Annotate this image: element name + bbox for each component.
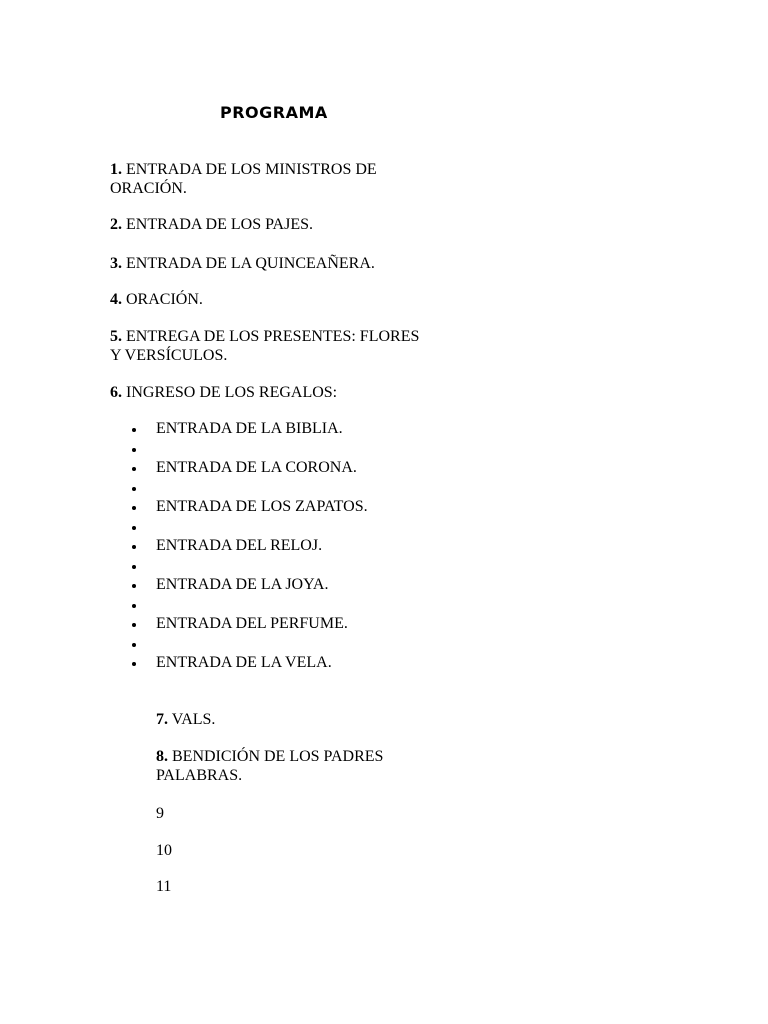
program-item-3 <box>110 254 430 273</box>
item-text: ORACIÓN. <box>122 291 203 308</box>
bullet-icon <box>132 467 136 471</box>
item-number: 4. <box>110 291 122 308</box>
item-number: 2. <box>110 216 122 233</box>
item-text: INGRESO DE LOS REGALOS: <box>122 384 338 401</box>
item-text: VALS. <box>168 711 216 728</box>
list-item-text: ENTRADA DEL RELOJ. <box>156 537 323 554</box>
bullet-icon <box>132 448 136 452</box>
item-text: ENTRADA DE LOS MINISTROS DE ORACIÓN. <box>110 161 377 197</box>
program-item-6 <box>110 383 430 402</box>
page-title: PROGRAMA <box>220 103 328 122</box>
bullet-icon <box>132 545 136 549</box>
list-item-text: ENTRADA DE LA BIBLIA. <box>156 420 343 437</box>
item-number: 8. <box>156 748 168 765</box>
bullet-icon <box>132 662 136 666</box>
list-item-text: ENTRADA DEL PERFUME. <box>156 615 348 632</box>
program-item-5 <box>110 327 430 365</box>
list-item-text: ENTRADA DE LA JOYA. <box>156 576 329 593</box>
bullet-icon <box>132 565 136 569</box>
item-text: 10 <box>156 842 172 859</box>
bullet-icon <box>132 487 136 491</box>
list-item-text: ENTRADA DE LOS ZAPATOS. <box>156 498 368 515</box>
list-item-text: ENTRADA DE LA CORONA. <box>156 459 357 476</box>
bullet-icon <box>132 428 136 432</box>
item-text: 11 <box>156 878 172 895</box>
item-number: 7. <box>156 711 168 728</box>
list-item-text: ENTRADA DE LA VELA. <box>156 654 332 671</box>
item-text: ENTREGA DE LOS PRESENTES: FLORES Y VERSÍCULOS. <box>110 328 420 364</box>
bullet-icon <box>132 623 136 627</box>
item-number: 5. <box>110 328 122 345</box>
program-item-7 <box>156 710 456 729</box>
item-number: 3. <box>110 255 122 272</box>
program-item-9 <box>156 804 456 823</box>
program-item-4 <box>110 290 430 309</box>
item-text: ENTRADA DE LA QUINCEAÑERA. <box>122 255 375 272</box>
program-item-11 <box>156 877 456 896</box>
program-item-8 <box>156 747 456 785</box>
item-text: 9 <box>156 805 164 822</box>
bullet-icon <box>132 604 136 608</box>
program-item-1 <box>110 160 430 198</box>
item-number: 1. <box>110 161 122 178</box>
item-text: BENDICIÓN DE LOS PADRES PALABRAS. <box>156 748 384 784</box>
bullet-icon <box>132 526 136 530</box>
item-text: ENTRADA DE LOS PAJES. <box>122 216 313 233</box>
bullet-icon <box>132 506 136 510</box>
program-item-2 <box>110 215 430 234</box>
item-number: 6. <box>110 384 122 401</box>
bullet-icon <box>132 643 136 647</box>
program-item-10 <box>156 841 456 860</box>
bullet-icon <box>132 584 136 588</box>
